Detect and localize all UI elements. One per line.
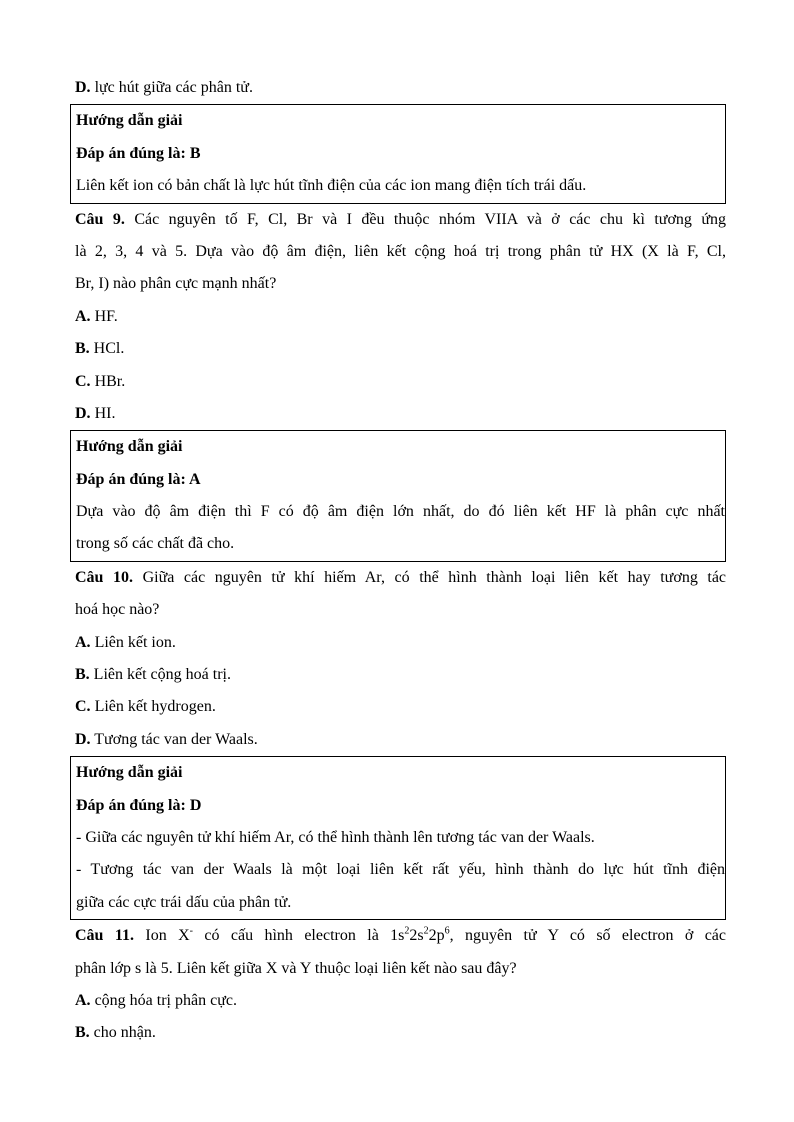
solution-answer: Đáp án đúng là: D	[76, 796, 202, 814]
question-11	[70, 920, 726, 1050]
question-10	[70, 562, 726, 756]
solution-text: Dựa vào độ âm điện thì F có độ âm điện lớn nhất, do đó liên kết HF là phân cực nhất	[76, 503, 725, 521]
question-text: hoá học nào?	[75, 601, 160, 619]
option-a: A. HF.	[75, 307, 118, 325]
option-d: D. HI.	[75, 404, 116, 422]
option-a: A. Liên kết ion.	[75, 633, 176, 651]
solution-text: trong số các chất đã cho.	[76, 535, 235, 553]
document-page	[70, 72, 726, 1050]
option-b: B. HCl.	[75, 340, 125, 358]
question-text: Câu 9. Các nguyên tố F, Cl, Br và I đều thuộc nhóm VIIA và ở các chu kì tương ứng	[75, 210, 727, 228]
solution-box-3	[70, 756, 726, 920]
solution-heading: Hướng dẫn giải	[76, 438, 183, 456]
solution-text: - Tương tác van der Waals là một loại liên kết rất yếu, hình thành do lực hút tĩnh điện	[76, 861, 725, 879]
solution-text: Liên kết ion có bản chất là lực hút tĩnh điện của các ion mang điện tích trái dấu.	[76, 177, 587, 195]
question-text: Câu 10. Giữa các nguyên tử khí hiếm Ar, có thể hình thành loại liên kết hay tương tác	[75, 568, 727, 586]
question-text: Câu 11. Ion X- có cấu hình electron là $1s^22s^22p^6$, nguyên tử Y có số electron ở các	[75, 925, 727, 945]
solution-heading: Hướng dẫn giải	[76, 112, 183, 130]
solution-answer: Đáp án đúng là: A	[76, 470, 201, 488]
solution-heading: Hướng dẫn giải	[76, 764, 183, 782]
solution-box-2	[70, 430, 726, 562]
option-d: D. Tương tác van der Waals.	[75, 730, 258, 748]
option-c: C. Liên kết hydrogen.	[75, 698, 216, 716]
solution-text: - Giữa các nguyên tử khí hiếm Ar, có thể hình thành lên tương tác van der Waals.	[76, 828, 595, 846]
solution-answer: Đáp án đúng là: B	[76, 144, 201, 162]
option-b: B. Liên kết cộng hoá trị.	[75, 666, 231, 684]
question-text: là 2, 3, 4 và 5. Dựa vào độ âm điện, liên kết cộng hoá trị trong phân tử HX (X là F, Cl,	[75, 242, 726, 260]
question-text: phân lớp s là 5. Liên kết giữa X và Y thuộc loại liên kết nào sau đây?	[75, 959, 517, 977]
option-c: C. HBr.	[75, 372, 126, 390]
solution-text: giữa các cực trái dấu của phân tử.	[76, 893, 292, 911]
option-a: A. cộng hóa trị phân cực.	[75, 991, 237, 1009]
solution-box-1	[70, 104, 726, 203]
option-b: B. cho nhận.	[75, 1024, 156, 1042]
question-9	[70, 204, 726, 431]
question-text: Br, I) nào phân cực mạnh nhất?	[75, 275, 277, 293]
option-d-prev: D. lực hút giữa các phân tử.	[75, 79, 253, 96]
